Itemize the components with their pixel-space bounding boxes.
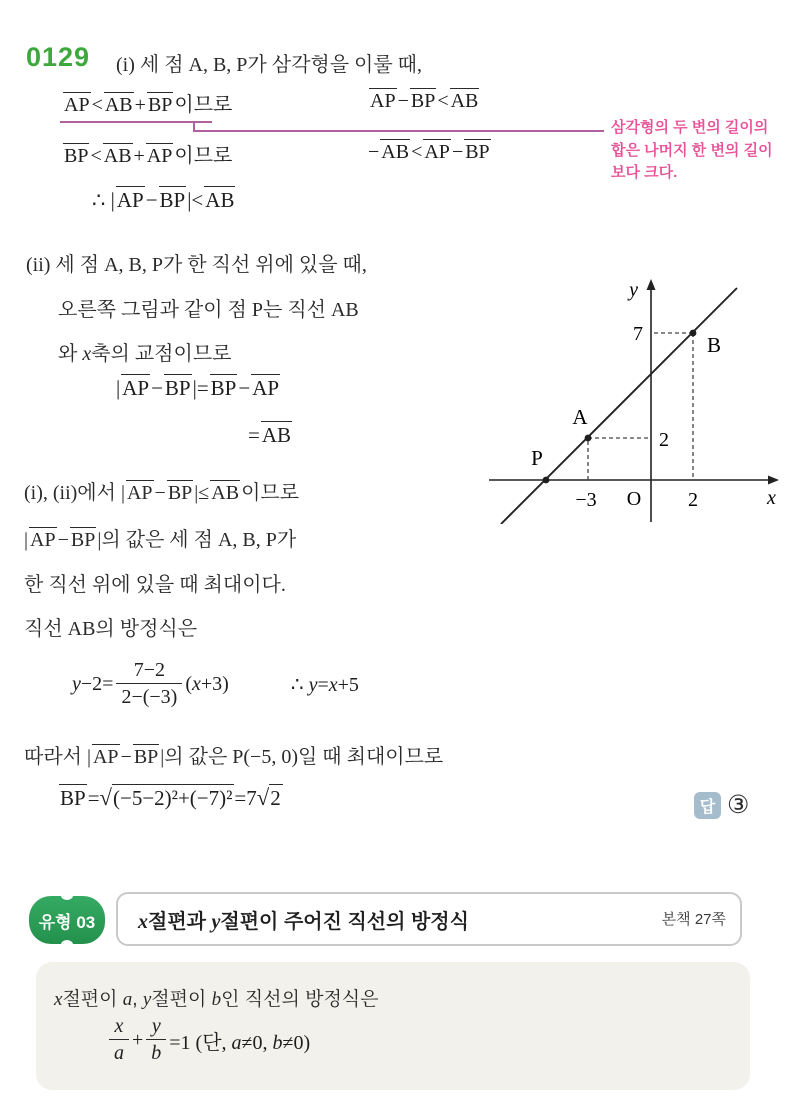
point-B (690, 330, 697, 337)
answer-value: ③ (727, 792, 750, 819)
case1-conclusion: ∴ |AP−BP|<AB (92, 188, 235, 212)
final-line: 따라서 | AP − BP |의 값은 P(−5, 0)일 때 최대이므로 (24, 746, 444, 768)
rule-text: x절편이 a, y절편이 b인 직선의 방정식은 (54, 989, 379, 1010)
type-title: x절편과 y절편이 주어진 직선의 방정식 (138, 910, 469, 933)
line-ab-equation (72, 660, 359, 708)
x-axis-arrow (768, 476, 779, 485)
merge-line4: 직선 AB의 방정식은 (24, 618, 198, 640)
tick-minus3: −3 (575, 489, 597, 511)
type-badge: 유형 03 (29, 896, 105, 944)
rule-equation (106, 1016, 310, 1064)
triangle-inequality-note: 삼각형의 두 변의 길이의 합은 나머지 한 변의 길이 보다 크다. (611, 119, 773, 181)
case2-line2: 오른쪽 그림과 같이 점 P는 직선 AB (58, 299, 359, 321)
type-header-box (116, 892, 742, 946)
rule-frac2-den: b (146, 1039, 166, 1064)
fraction-numerator: 7−2 (133, 659, 166, 681)
fraction-denominator: 2−(−3) (116, 683, 182, 708)
eq-rhs: (x+3) (185, 672, 229, 695)
rule-tail: =1 (단, a≠0, b≠0) (169, 1031, 311, 1054)
note-connector-horizontal (193, 130, 604, 132)
point-P (543, 477, 550, 484)
rule-fraction-y-b (146, 1016, 166, 1064)
case2-line3: 와 x축의 교점이므로 (58, 343, 232, 365)
case1-row2-right: − AB < AP − BP (368, 141, 490, 163)
merge-line1: (i), (ii)에서 | AP − BP |≤ AB 이므로 (24, 482, 300, 504)
rule-fraction-x-a (109, 1016, 129, 1064)
label-B: B (707, 333, 722, 357)
tick-2-x: 2 (688, 489, 698, 511)
answer (694, 790, 749, 820)
rule-frac1-num: x (114, 1015, 124, 1037)
graph-svg (483, 274, 785, 524)
y-axis-arrow (647, 279, 656, 290)
rule-frac1-den: a (109, 1039, 129, 1064)
eq-result: ∴ y=x+5 (290, 673, 359, 696)
point-A (585, 435, 592, 442)
origin-label: O (626, 488, 642, 510)
rule-frac2-num: y (151, 1015, 161, 1037)
line-graph-figure (483, 274, 785, 524)
rule-plus: + (132, 1028, 144, 1051)
eq-fraction (116, 660, 182, 708)
final-equation: BP=√(−5−2)²+(−7)²=7√2 (60, 785, 281, 810)
case1-row1-left: AP < AB + BP 이므로 (64, 94, 233, 116)
case1-row1-right: AP − BP < AB (370, 90, 479, 112)
tick-2-y: 2 (659, 429, 669, 451)
tick-7: 7 (633, 323, 643, 345)
y-axis-label: y (629, 279, 638, 301)
eq-lhs: y−2= (72, 672, 114, 695)
x-axis-label: x (767, 487, 776, 509)
type-page-ref: 본책 27쪽 (661, 911, 726, 928)
rule-box (36, 962, 750, 1090)
note-underline (60, 121, 212, 123)
case2-intro: (ii) 세 점 A, B, P가 한 직선 위에 있을 때, (26, 254, 367, 276)
graph-line (501, 288, 737, 524)
case2-eq-line2: =AB (248, 423, 292, 447)
label-P: P (531, 446, 543, 470)
problem-number: 0129 (26, 42, 91, 72)
case1-intro: (i) 세 점 A, B, P가 삼각형을 이룰 때, (116, 54, 422, 76)
case1-row2-left: BP < AB + AP 이므로 (64, 145, 233, 167)
answer-badge: 답 (694, 792, 721, 819)
merge-line3: 한 직선 위에 있을 때 최대이다. (24, 574, 286, 596)
merge-line2: | AP − BP |의 값은 세 점 A, B, P가 (24, 529, 297, 551)
label-A: A (572, 405, 588, 429)
case2-eq-line1: |AP−BP|=BP−AP (116, 376, 280, 400)
